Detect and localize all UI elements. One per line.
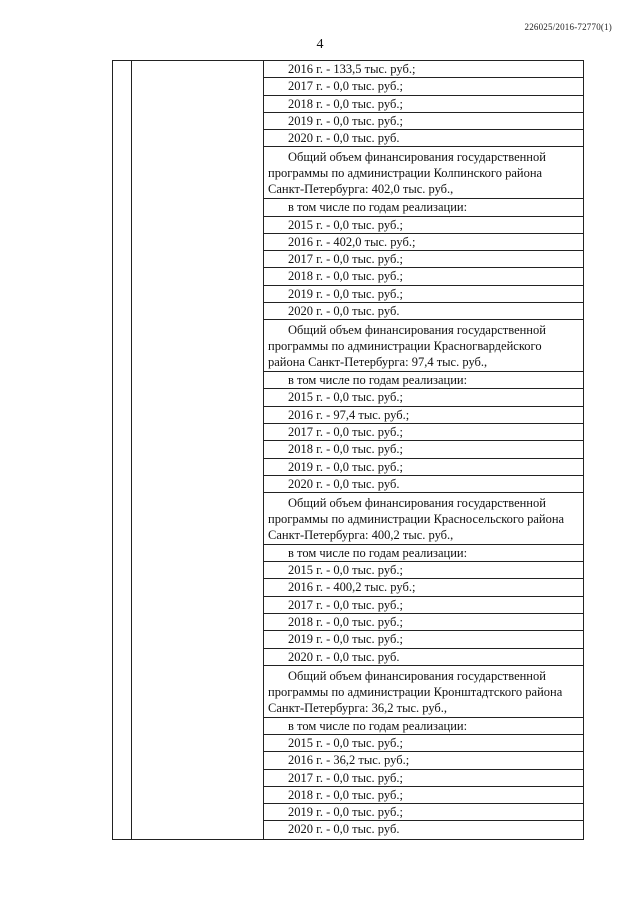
funding-year-row: 2016 г. - 133,5 тыс. руб.; [264, 61, 583, 78]
funding-year-row: 2018 г. - 0,0 тыс. руб.; [264, 268, 583, 285]
funding-table [112, 60, 584, 840]
funding-year-row: 2020 г. - 0,0 тыс. руб. [264, 476, 583, 493]
funding-rows [264, 61, 583, 839]
funding-year-row: 2019 г. - 0,0 тыс. руб.; [264, 631, 583, 648]
funding-year-row: 2018 г. - 0,0 тыс. руб.; [264, 441, 583, 458]
funding-subheader-row: в том числе по годам реализации: [264, 199, 583, 216]
funding-year-row: 2016 г. - 402,0 тыс. руб.; [264, 234, 583, 251]
funding-year-row: 2015 г. - 0,0 тыс. руб.; [264, 735, 583, 752]
funding-total-row: Общий объем финансирования государственной программы по администрации Красногвардейского района Санкт-Петербурга: 97,4 тыс. руб., [264, 320, 583, 372]
funding-year-row: 2018 г. - 0,0 тыс. руб.; [264, 787, 583, 804]
funding-subheader-row: в том числе по годам реализации: [264, 718, 583, 735]
funding-year-row: 2016 г. - 400,2 тыс. руб.; [264, 579, 583, 596]
funding-year-row: 2019 г. - 0,0 тыс. руб.; [264, 286, 583, 303]
funding-year-row: 2016 г. - 97,4 тыс. руб.; [264, 407, 583, 424]
funding-total-row: Общий объем финансирования государственной программы по администрации Колпинского района Санкт-Петербурга: 402,0 тыс. руб., [264, 147, 583, 199]
funding-year-row: 2020 г. - 0,0 тыс. руб. [288, 822, 400, 837]
document-id: 226025/2016-72770(1) [524, 22, 612, 32]
funding-year-row: 2017 г. - 0,0 тыс. руб.; [264, 424, 583, 441]
funding-year-row: 2015 г. - 0,0 тыс. руб.; [264, 389, 583, 406]
funding-year-row: 2018 г. - 0,0 тыс. руб.; [264, 96, 583, 113]
funding-year-row: 2018 г. - 0,0 тыс. руб.; [264, 614, 583, 631]
funding-year-row: 2017 г. - 0,0 тыс. руб.; [264, 770, 583, 787]
funding-subheader-row: в том числе по годам реализации: [264, 372, 583, 389]
funding-total-row: Общий объем финансирования государственной программы по администрации Кронштадтского района Санкт-Петербурга: 36,2 тыс. руб., [264, 666, 583, 718]
funding-year-row: 2017 г. - 0,0 тыс. руб.; [264, 78, 583, 95]
funding-year-row: 2020 г. - 0,0 тыс. руб. [264, 303, 583, 320]
page-number: 4 [316, 37, 324, 52]
funding-year-row: 2015 г. - 0,0 тыс. руб.; [264, 562, 583, 579]
funding-year-row: 2019 г. - 0,0 тыс. руб.; [264, 804, 583, 821]
funding-year-row: 2020 г. - 0,0 тыс. руб. [264, 649, 583, 666]
funding-total-row: Общий объем финансирования государственной программы по администрации Красносельского района Санкт-Петербурга: 400,2 тыс. руб., [264, 493, 583, 545]
funding-year-row: 2019 г. - 0,0 тыс. руб.; [264, 113, 583, 130]
funding-year-row: 2020 г. - 0,0 тыс. руб. [264, 130, 583, 147]
funding-year-row: 2017 г. - 0,0 тыс. руб.; [264, 597, 583, 614]
funding-year-row: 2017 г. - 0,0 тыс. руб.; [264, 251, 583, 268]
funding-year-row: 2019 г. - 0,0 тыс. руб.; [264, 459, 583, 476]
funding-subheader-row: в том числе по годам реализации: [264, 545, 583, 562]
funding-year-row: 2016 г. - 36,2 тыс. руб.; [264, 752, 583, 769]
column-divider-1 [131, 61, 132, 839]
funding-year-row: 2015 г. - 0,0 тыс. руб.; [264, 217, 583, 234]
